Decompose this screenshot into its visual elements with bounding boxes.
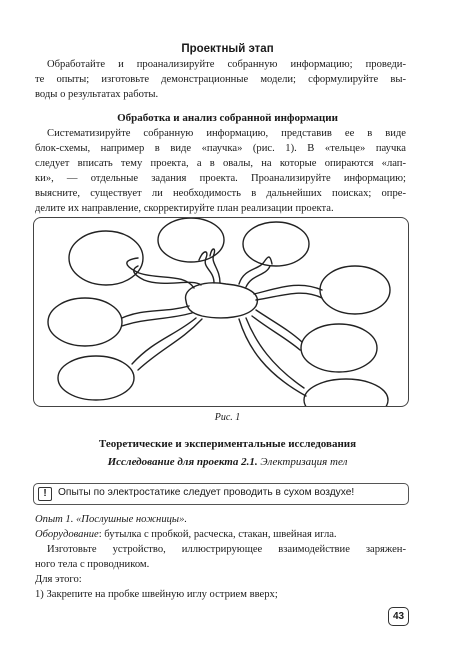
leg bbox=[138, 319, 202, 370]
step-1: 1) Закрепите на пробке швейную иглу острием вверх; bbox=[35, 589, 278, 600]
leg bbox=[256, 310, 302, 342]
oval-right-mid bbox=[301, 324, 377, 372]
equipment-label: Оборудование bbox=[35, 529, 99, 540]
leg bbox=[210, 249, 220, 283]
study-topic: Электризация тел bbox=[260, 456, 348, 468]
analysis-paragraph bbox=[35, 126, 406, 216]
section-heading: Обработка и анализ собранной информации bbox=[117, 112, 338, 124]
oval-right-top bbox=[320, 266, 390, 314]
leg bbox=[246, 266, 270, 287]
analysis-line: следует вписать тему проекта, а в овалы, на которые опираются «лап- bbox=[35, 158, 406, 169]
page-number: 43 bbox=[388, 607, 409, 626]
instruction-paragraph bbox=[35, 542, 406, 572]
study-heading bbox=[0, 456, 455, 468]
intro-line: те опыты; изготовьте демонстрационные модели; сформулируйте вы- bbox=[35, 74, 406, 85]
oval-left-top bbox=[69, 231, 143, 285]
analysis-line: делите их направление, скорректируйте план реализации проекта. bbox=[35, 203, 334, 214]
equipment-line bbox=[35, 527, 406, 542]
oval-left-bottom bbox=[58, 356, 134, 400]
warning-note bbox=[33, 483, 409, 505]
warning-text: Опыты по электростатике следует проводить в сухом воздухе! bbox=[58, 487, 355, 498]
analysis-line: выясните, существует ли необходимость в дальнейших поисках; опре- bbox=[35, 188, 406, 199]
figure-caption: Рис. 1 bbox=[214, 412, 241, 423]
equipment-text: : бутылка с пробкой, расческа, стакан, швейная игла. bbox=[98, 529, 337, 540]
research-heading: Теоретические и экспериментальные исследования bbox=[98, 438, 357, 450]
leg bbox=[134, 266, 201, 285]
leg bbox=[256, 293, 322, 300]
analysis-line: блок-схемы, например в виде «паучка» (рис. 1). В «тельце» паучка bbox=[35, 143, 406, 154]
spider-diagram-drawing bbox=[34, 218, 408, 406]
leg bbox=[254, 285, 322, 294]
intro-line: воды о результатах работы. bbox=[35, 89, 159, 100]
analysis-line: ки», — отдельные задания проекта. Проанализируйте информацию; bbox=[35, 173, 406, 184]
instruction-line: Изготовьте устройство, иллюстрирующее взаимодействие заряжен- bbox=[47, 544, 406, 555]
intro-paragraph bbox=[35, 57, 406, 102]
oval-left-mid bbox=[48, 298, 122, 346]
study-label: Исследование для проекта 2.1. bbox=[107, 456, 258, 468]
oval-right-bottom bbox=[304, 379, 388, 406]
for-this-label: Для этого: bbox=[35, 574, 82, 585]
intro-line: Обработайте и проанализируйте собранную информацию; проведи- bbox=[47, 59, 406, 70]
instruction-line: ного тела с проводником. bbox=[35, 559, 150, 570]
oval-top-right bbox=[243, 222, 309, 266]
experiment-title: Опыт 1. «Послушные ножницы». bbox=[35, 514, 188, 525]
spider-diagram bbox=[33, 217, 409, 407]
analysis-line: Систематизируйте собранную информацию, представив ее в виде bbox=[47, 128, 406, 139]
exclamation-icon: ! bbox=[38, 487, 52, 501]
stage-heading: Проектный этап bbox=[181, 43, 274, 55]
spider-body bbox=[186, 283, 258, 318]
leg bbox=[132, 318, 196, 364]
